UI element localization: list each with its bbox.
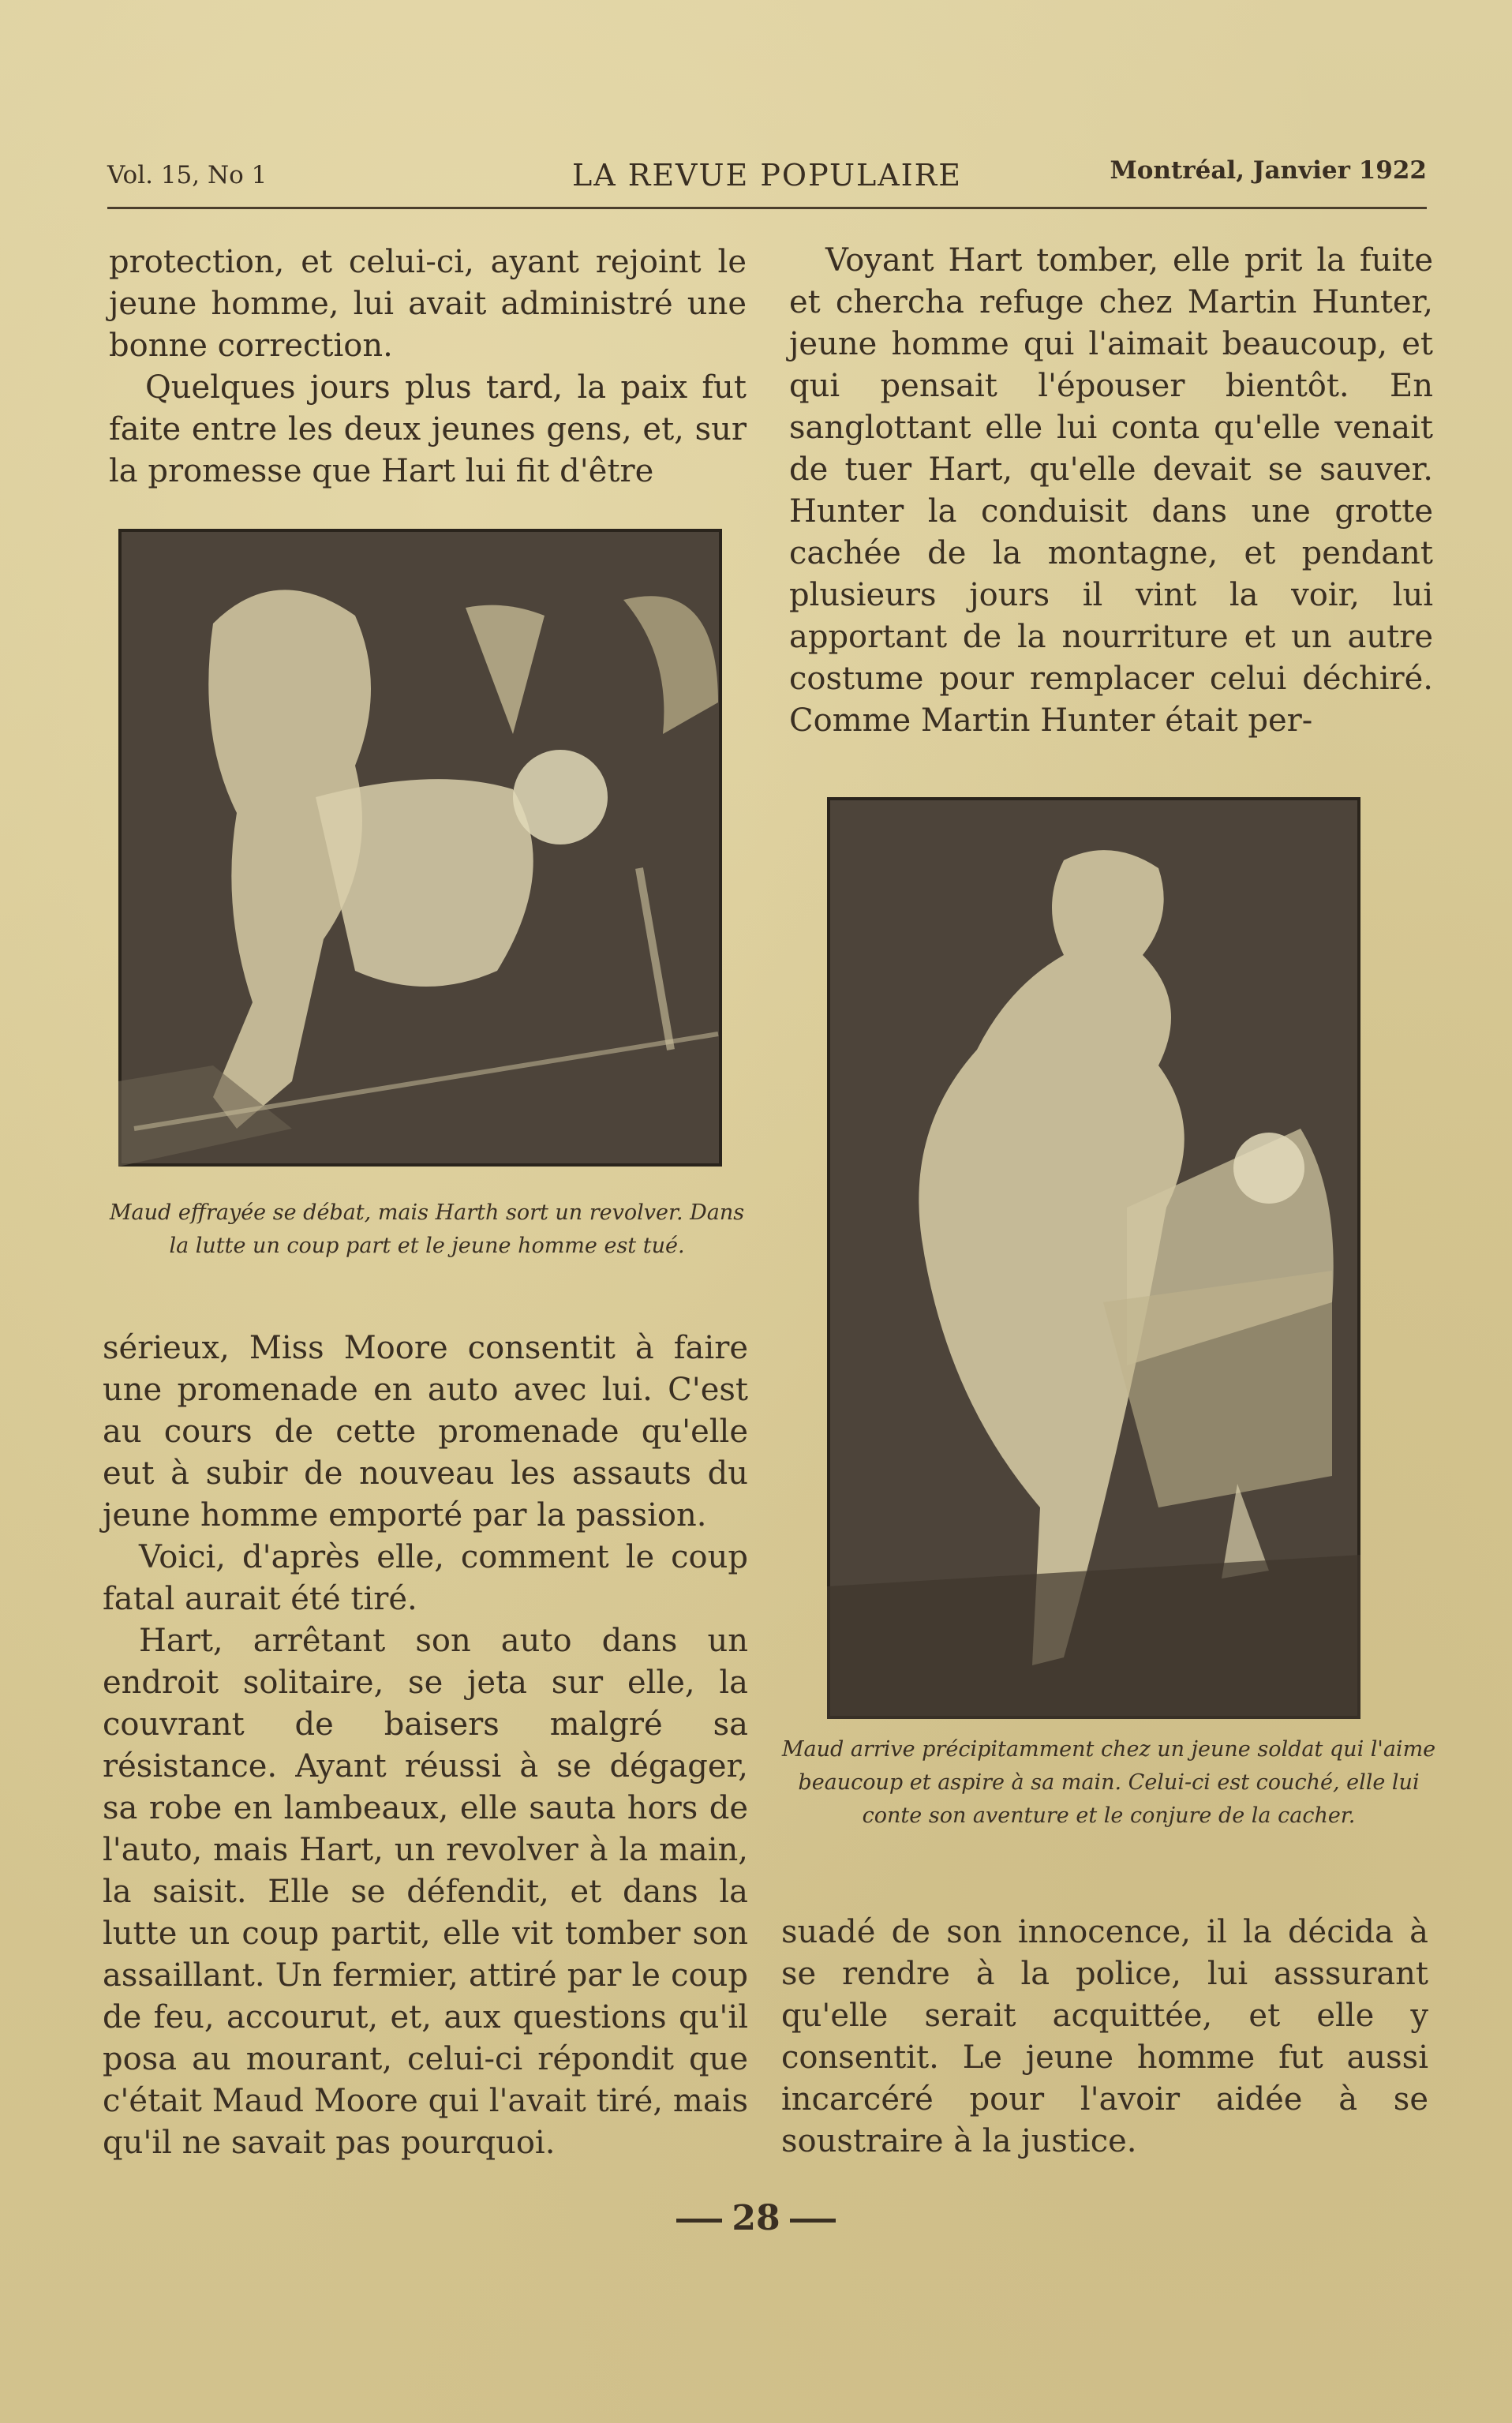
- figure-1-caption: Maud effrayée se débat, mais Harth sort un revolver. Dans la lutte un coup part et le jeune homme est tué.: [109, 1200, 745, 1258]
- left-column-bottom-text: [103, 1328, 748, 2164]
- right-column-bottom-text: [781, 1912, 1428, 2163]
- running-header: [107, 155, 1427, 200]
- page-number-dash-right: [790, 2219, 836, 2223]
- page-number: [0, 2198, 1512, 2238]
- publication-title: LA REVUE POPULAIRE: [571, 158, 963, 193]
- paragraph: sérieux, Miss Moore consentit à faire une promenade en auto avec lui. C'est au cours de cette promenade qu'elle eut à subir de nouveau les assauts du jeune homme emporté par la passion.: [103, 1330, 748, 1534]
- paragraph: suadé de son innocence, il la décida à se rendre à la police, lui asssurant qu'elle serait acquittée, et elle y consentit. Le jeune homme fut aussi incarcéré pour l'avoir aidée à se soustraire à la justice.: [781, 1914, 1428, 2159]
- page-number-value: 28: [732, 2198, 780, 2238]
- paragraph: Voyant Hart tomber, elle prit la fuite et chercha refuge chez Martin Hunter, jeune homme qui l'aimait beaucoup, et qui pensait l'épouser bientôt. En sanglottant elle lui conta qu'elle venait de tuer Hart, qu'elle devait se sauver. Hunter la conduisit dans une grotte cachée de la montagne, et pendant plusieurs jours il vint la voir, lui apportant de la nourriture et un autre costume pour remplacer celui déchiré. Comme Martin Hunter était per-: [789, 242, 1433, 739]
- paragraph: protection, et celui-ci, ayant rejoint le jeune homme, lui avait administré une bonne correction.: [109, 244, 747, 364]
- paragraph: Quelques jours plus tard, la paix fut faite entre les deux jeunes gens, et, sur la promesse que Hart lui fit d'être: [109, 369, 747, 489]
- right-column-top-text: [789, 240, 1433, 742]
- illustration-soldier-in-bed: [827, 797, 1360, 1719]
- paragraph: Hart, arrêtant son auto dans un endroit solitaire, se jeta sur elle, la couvrant de baisers malgré sa résistance. Ayant réussi à se dégager, sa robe en lambeaux, elle sauta hors de l'auto, mais Hart, un revolver à la main, la saisit. Elle se défendit, et dans la lutte un coup partit, elle vit tomber son assaillant. Un fermier, attiré par le coup de feu, accourut, et, aux questions qu'il posa au mourant, celui-ci répondit que c'était Maud Moore qui l'avait tiré, mais qu'il ne savait pas pourquoi.: [103, 1623, 748, 2161]
- volume-number: Vol. 15, No 1: [107, 161, 268, 189]
- header-rule: [107, 207, 1427, 209]
- illustration-struggle-in-car: [118, 529, 722, 1167]
- page-number-dash-left: [676, 2219, 722, 2223]
- paragraph: Voici, d'après elle, comment le coup fatal aurait été tiré.: [103, 1539, 748, 1617]
- figure-2-caption: Maud arrive précipitamment chez un jeune soldat qui l'aime beaucoup et aspire à sa main. Celui-ci est couché, elle lui conte son aventure et le conjure de la cacher.: [781, 1737, 1436, 1828]
- left-column-top-text: [109, 242, 747, 492]
- place-date: Montréal, Janvier 1922: [1110, 156, 1427, 185]
